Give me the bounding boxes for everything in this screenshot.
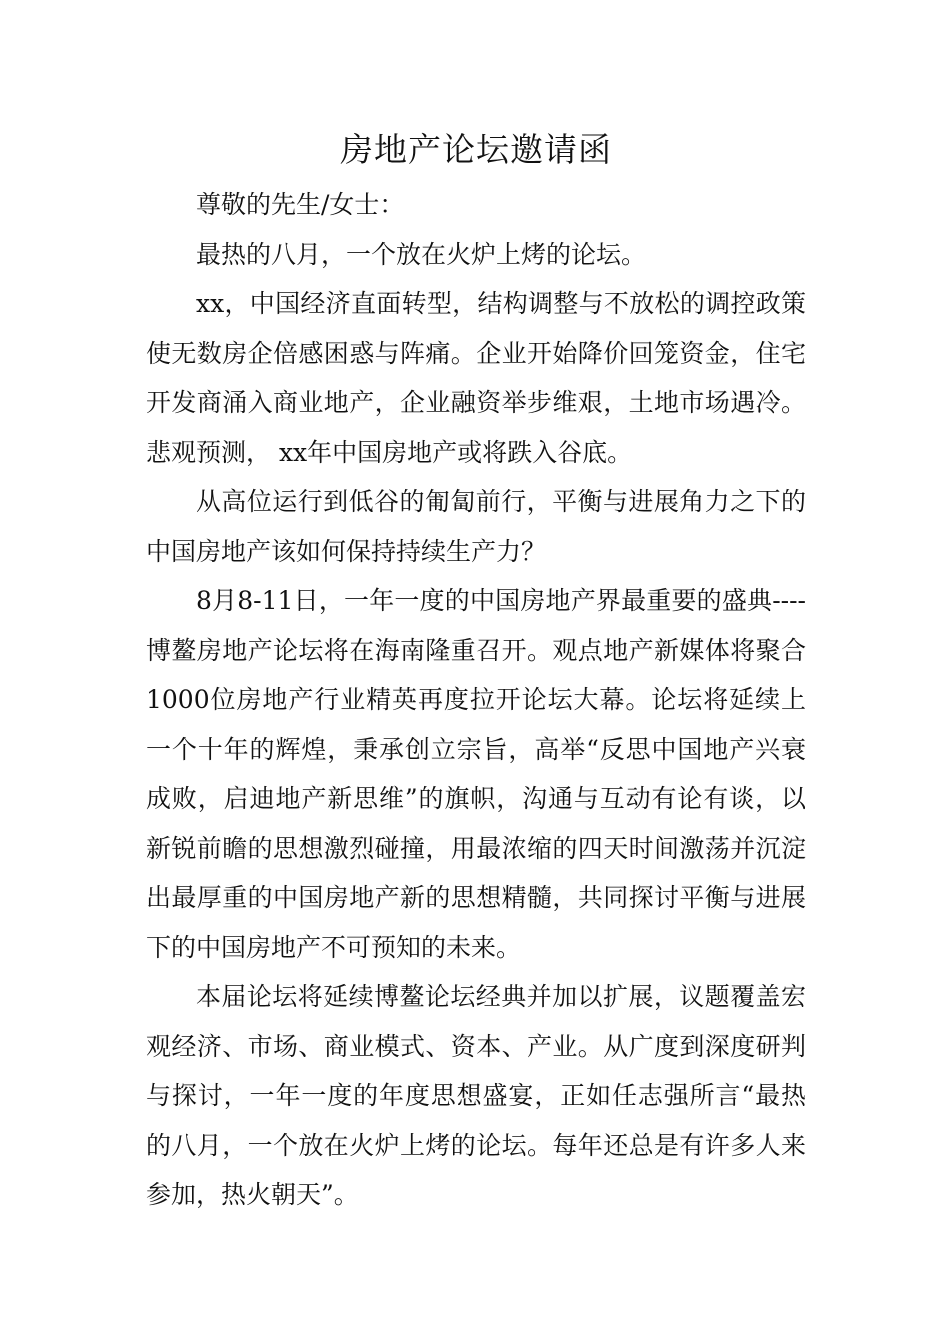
paragraph-2: xx，中国经济直面转型，结构调整与不放松的调控政策使无数房企倍感困惑与阵痛。企业开始降价回笼资金，住宅开发商涌入商业地产，企业融资举步维艰，土地市场遇冷。悲观预测， xx年中国房地产或将跌入谷底。 [146, 289, 806, 467]
salutation: 尊敬的先生/女士： [196, 190, 405, 219]
document-title: 房地产论坛邀请函 [340, 130, 612, 169]
paragraph-3: 从高位运行到低谷的匍匐前行，平衡与进展角力之下的中国房地产该如何保持持续生产力？ [146, 487, 806, 566]
document-page [146, 126, 806, 1220]
paragraph-4: 8月8-11日，一年一度的中国房地产界最重要的盛典----博鳌房地产论坛将在海南隆重召开。观点地产新媒体将聚合1000位房地产行业精英再度拉开论坛大幕。论坛将延续上一个十年的辉煌，秉承创立宗旨，高举“反思中国地产兴衰成败，启迪地产新思维”的旗帜，沟通与互动有论有谈，以新锐前瞻的思想激烈碰撞，用最浓缩的四天时间激荡并沉淀出最厚重的中国房地产新的思想精髓，共同探讨平衡与进展下的中国房地产不可预知的未来。 [146, 586, 806, 962]
paragraph-1: 最热的八月，一个放在火炉上烤的论坛。 [196, 239, 647, 269]
paragraph-5: 本届论坛将延续博鳌论坛经典并加以扩展，议题覆盖宏观经济、市场、商业模式、资本、产业。从广度到深度研判与探讨，一年一度的年度思想盛宴，正如任志强所言“最热的八月，一个放在火炉上烤的论坛。每年还总是有许多人来参加，热火朝天”。 [146, 982, 806, 1209]
